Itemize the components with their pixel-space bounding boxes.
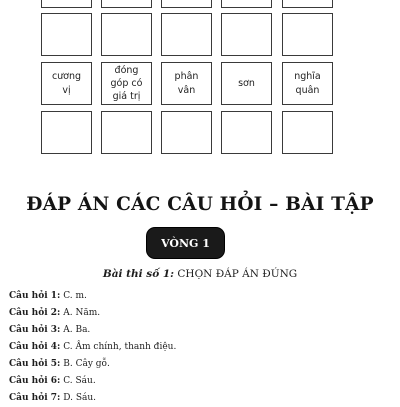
question-label: Câu hỏi 3: [9,325,61,335]
grid-cell-empty [161,0,212,8]
round-badge [147,228,224,258]
word-grid [0,0,400,160]
answer-text: C. m. [63,291,87,301]
grid-cell-empty [221,111,272,154]
question-label: Câu hỏi 5: [9,359,61,369]
grid-word: đóng góp có giá trị [110,65,143,102]
grid-cell-word [101,62,152,105]
grid-word: nghĩa quân [294,70,321,96]
grid-cell-empty [161,111,212,154]
answer-text: C. Âm chính, thanh điệu. [63,342,177,352]
grid-cell-empty [101,13,152,56]
grid-word: cương vị [51,70,82,96]
question-label: Câu hỏi 2: [9,308,61,318]
question-label: Câu hỏi 1: [9,291,61,301]
grid-cell-empty [101,111,152,154]
answer-text: A. Ba. [63,325,91,335]
round-label: VÒNG 1 [161,236,210,250]
question-label: Câu hỏi 4: [9,342,61,352]
grid-cell-empty [282,111,333,154]
answer-item [9,322,176,339]
answer-item [9,373,176,390]
grid-cell-empty [221,0,272,8]
grid-cell-word [282,62,333,105]
section-title: ĐÁP ÁN CÁC CÂU HỎI – BÀI TẬP [26,194,374,215]
answer-text: A. Năm. [63,308,101,318]
answer-item [9,390,176,407]
grid-cell-empty [221,13,272,56]
question-label: Câu hỏi 6: [9,376,61,386]
grid-cell-empty [161,13,212,56]
answer-text: D. Sáu. [63,393,97,403]
answer-item [9,356,176,373]
answer-text: B. Cây gỗ. [63,359,110,369]
grid-word: phân vân [174,70,199,96]
question-label: Câu hỏi 7: [9,393,61,403]
test-title: CHỌN ĐÁP ÁN ĐÚNG [177,268,298,280]
answer-list [9,288,176,407]
grid-cell-word [221,62,272,105]
grid-cell-empty [282,13,333,56]
answer-text: C. Sáu. [63,376,96,386]
grid-cell-empty [41,13,92,56]
answer-item [9,288,176,305]
grid-word: sơn [238,77,255,89]
grid-cell-word [161,62,212,105]
answer-item [9,339,176,356]
grid-cell-word [41,62,92,105]
test-label: Bài thi số 1: [102,268,175,280]
grid-cell-empty [41,0,92,8]
grid-cell-empty [282,0,333,8]
answer-item [9,305,176,322]
test-heading [0,268,400,280]
grid-cell-empty [41,111,92,154]
grid-cell-empty [101,0,152,8]
